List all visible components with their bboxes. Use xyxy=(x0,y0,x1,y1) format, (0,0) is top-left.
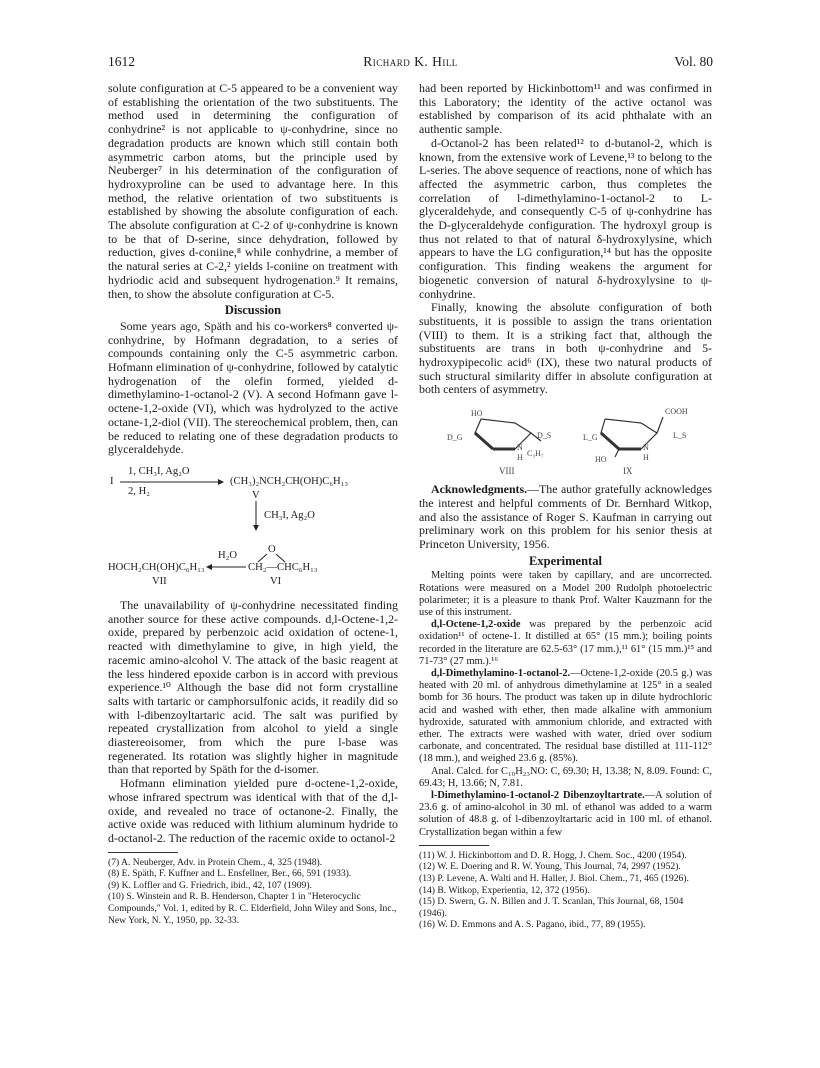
footnote: (16) W. D. Emmons and A. S. Pagano, ibid., 77, 89 (1955). xyxy=(419,919,646,931)
footnote: (9) K. Loffler and G. Friedrich, ibid., 42, 107 (1909). xyxy=(108,879,312,891)
acknowledgments xyxy=(419,483,712,552)
VIII-label: VIII xyxy=(499,466,515,477)
exp-subtitle: d,l-Octene-1,2-oxide xyxy=(431,619,521,631)
label-VI: VI xyxy=(270,575,282,587)
footnote: (8) E. Späth, F. Kuffner and L. Ensfellner, Ber., 66, 591 (1933). xyxy=(108,868,352,880)
footnote: (12) W. E. Doering and R. W. Young, This Journal, 74, 2997 (1952). xyxy=(419,861,681,873)
section-heading-discussion: Discussion xyxy=(224,303,282,318)
IX-hydrogen: H xyxy=(643,453,649,463)
paragraph: Some years ago, Späth and his co-workers⁸ converted ψ-conhydrine, by Hofmann degradation, to a series of compounds containing only the C-5 asymmetric carbon. Hofmann elimination of ψ-conhydrine, followed by catalytic hydrogenation of the olefin formed, yielded d-dimethylamino-1-octanol-2 (V). A second Hofmann gave l-octene-1,2-oxide (VI), which was hydrolyzed to the active octane-1,2-diol (VII). The stereochemical problem, then, can be reduced to relating one of these degradation products to glyceraldehyde. xyxy=(108,318,398,457)
compound-VI: CH₂—CHC₆H₁₃ xyxy=(248,561,318,573)
ack-text: —The author gratefully acknowledges the interest and helpful comments of Dr. Bernhard Witkop, and also the assistance of Roger S. Kaufman in carrying out preliminary work on this problem for his senior thesis at Princeton University, 1956. xyxy=(419,482,712,551)
structures-VIII-IX xyxy=(419,403,712,475)
paragraph: Anal. Calcd. for C₁₀H₂₃NO: C, 69.30; H, 13.38; N, 8.09. Found: C, 69.43; H, 13.66; N, 7.81. xyxy=(419,765,712,789)
footnote-rule xyxy=(419,845,489,846)
footnote: (11) W. J. Hickinbottom and D. R. Hogg, J. Chem. Soc., 4200 (1954). xyxy=(419,849,687,861)
footnotes xyxy=(419,850,712,931)
compound-V: (CH₃)₂NCH₂CH(OH)C₆H₁₃ xyxy=(230,475,349,487)
IX-ls: L_S xyxy=(673,431,687,441)
paragraph: had been reported by Hickinbottom¹¹ and was confirmed in this Laboratory; the identity of the active octanol was established by comparison of its acid phthalate with an authentic sample. xyxy=(419,81,712,137)
exp-subtitle: l-Dimethylamino-1-octanol-2 Dibenzoyltartrate. xyxy=(431,790,645,802)
footnote-rule xyxy=(108,852,178,853)
compound-I: I xyxy=(110,475,114,487)
page-number: 1612 xyxy=(108,54,135,69)
footnotes xyxy=(108,857,398,927)
ack-heading: Acknowledgments. xyxy=(431,482,528,497)
IX-lg: L_G xyxy=(583,433,598,443)
paragraph: The unavailability of ψ-conhydrine necessitated finding another source for these active compounds. d,l-Octene-1,2-oxide, prepared by perbenzoic acid oxidation of octene-1, reacted with dimethylamine to give, in high yield, the racemic amino-alcohol V. The attack of the basic reagent at the less hindered epoxide carbon is in accord with previous experience.¹⁰ Although the base did not form crystalline salts with tartaric or camphorsulfonic acids, it readily did so with l-dibenzoyltartaric acid. The salt was purified by repeated crystallization from alcohol to yield a single diastereoisomer, from which the pure l-base was regenerated. Its rotation was slightly higher in magnitude than that reported by Späth for the d-isomer. xyxy=(108,597,398,777)
paragraph xyxy=(419,619,712,668)
label-V: V xyxy=(252,489,260,501)
VIII-hydrogen: H xyxy=(517,453,523,463)
footnote: (10) S. Winstein and R. B. Henderson, Chapter 1 in "Heterocyclic Compounds," Vol. 1, edited by R. C. Elderfield, John Wiley and Sons, Inc., New York, N. Y., 1950, pp. 32-33. xyxy=(108,891,397,926)
volume-label: Vol. 80 xyxy=(674,54,713,69)
section-heading-experimental: Experimental xyxy=(529,553,602,568)
paragraph: solute configuration at C-5 appeared to be a convenient way of establishing the orientation of the two substituents. The method used in determining the configuration of conhydrine² is not applicable to ψ-conhydrine, since no degradation products are known which still contain both asymmetric carbon atoms, but the principle used by Neuberger⁷ in his determination of the configuration of hydroxyproline can be used to advantage here. In this method, the relative orientation of two substituents is established by showing the absolute configuration of each. The absolute configuration at C-2 of ψ-conhydrine is known to be that of D-serine, since dehydration, followed by reduction, gives d-coniine,⁸ while conhydrine, a member of the natural series at C-2,² yields l-coniine on treatment with hydriodic acid and subsequent hydrogenation.⁹ It remains, then, to show the absolute configuration at C-5. xyxy=(108,81,398,301)
paragraph: Hofmann elimination yielded pure d-octene-1,2-oxide, whose infrared spectrum was identical with that of the d,l-oxide, and revealed no trace of octanone-2. Finally, the active oxide was reduced with lithium aluminum hydride to d-octanol-2. The reduction of the racemic oxide to octanol-2 xyxy=(108,776,398,845)
IX-hydroxyl: HO xyxy=(595,455,607,465)
running-title: Richard K. Hill xyxy=(363,54,458,69)
reagent-step2: CH₃I, Ag₂O xyxy=(264,509,315,521)
VIII-nitrogen: N xyxy=(517,443,523,453)
reagent-water: H₂O xyxy=(218,549,237,561)
reaction-scheme xyxy=(108,463,398,593)
reagent-step1b: 2, H₂ xyxy=(128,485,150,497)
exp-text: was prepared by the perbenzoic acid oxidation¹¹ of octene-1. It distilled at 65° (15 mm.); boiling points recorded in the literature are 62.5-63° (17 mm.),¹¹ 61° (15 mm.)¹⁵ and 71-73° (27 mm.).¹⁶ xyxy=(419,619,712,667)
exp-text: —Octene-1,2-oxide (20.5 g.) was heated with 20 ml. of anhydrous dimethylamine at 125° in a sealed bomb for 36 hours. The product was taken up in dilute hydrochloric acid and washed with ether, then made alkaline with ammonium hydroxide, saturated with ammonium chloride, and extracted with ether. The extracts were washed with water, dried over sodium carbonate, and concentrated. The residual base distilled at 111-112° (18 mm.), and weighed 23.6 g. (85%). xyxy=(419,668,712,765)
right-column xyxy=(419,82,712,931)
paragraph: Melting points were taken by capillary, and are uncorrected. Rotations were measured on a Model 200 Rudolph photoelectric polarimeter; it is a pleasure to thank Prof. Walter Kauzmann for the use of this instrument. xyxy=(419,570,712,618)
VIII-ds: D_S xyxy=(537,431,552,441)
IX-label: IX xyxy=(623,466,633,477)
reagent-step1: 1, CH₃I, Ag₂O xyxy=(128,465,190,477)
left-column xyxy=(108,82,398,926)
exp-subtitle: d,l-Dimethylamino-1-octanol-2. xyxy=(431,668,571,680)
IX-nitrogen: N xyxy=(643,443,649,453)
paragraph xyxy=(419,790,712,839)
footnote: (13) P. Levene, A. Walti and H. Haller, J. Biol. Chem., 71, 465 (1926). xyxy=(419,873,689,885)
paragraph: Finally, knowing the absolute configuration of both substituents, it is possible to assign the trans orientation (VIII) to them. It is a striking fact that, although the substituents are trans in both ψ-conhydrine and 5-hydroxypipecolic acid⁶ (IX), these two natural products of such structural similarity differ in absolute configuration at both centers of asymmetry. xyxy=(419,300,712,397)
footnote: (14) B. Witkop, Experientia, 12, 372 (1956). xyxy=(419,884,590,896)
label-VII: VII xyxy=(152,575,167,587)
experimental-text xyxy=(419,570,712,838)
page-header xyxy=(108,54,713,74)
paragraph xyxy=(419,668,712,766)
VIII-propyl: C₃H₇ xyxy=(527,449,544,459)
compound-VII: HOCH₂CH(OH)C₆H₁₃ xyxy=(108,561,205,573)
VIII-dg: D_G xyxy=(447,433,463,443)
IX-carboxyl: COOH xyxy=(665,407,688,417)
exp-text: —A solution of 23.6 g. of amino-alcohol in 30 ml. of ethanol was added to a warm solution of 48.8 g. of l-dibenzoyltartaric acid in 100 ml. of ethanol. Crystallization began within a few xyxy=(419,790,712,838)
epoxide-oxygen: O xyxy=(268,543,276,555)
footnote: (7) A. Neuberger, Adv. in Protein Chem., 4, 325 (1948). xyxy=(108,856,323,868)
paragraph: d-Octanol-2 has been related¹² to d-butanol-2, which is known, from the extensive work of Levene,¹³ to belong to the L-series. The above sequence of reactions, none of which has affected the asymmetric carbon, thus completes the correlation of l-dimethylamino-1-octanol-2 to L-glyceraldehyde, and consequently C-5 of ψ-conhydrine has the D-glyceraldehyde configuration. The hydroxyl group is thus not related to that of natural δ-hydroxylysine, which appears to have the LG configuration,¹⁴ but has the opposite configuration. This finding weakens the argument for biogenetic conversion of natural δ-hydroxylysine to ψ-conhydrine. xyxy=(419,135,712,301)
VIII-hydroxyl: HO xyxy=(471,409,483,419)
footnote: (15) D. Swern, G. N. Billen and J. T. Scanlan, This Journal, 68, 1504 (1946). xyxy=(419,896,684,919)
